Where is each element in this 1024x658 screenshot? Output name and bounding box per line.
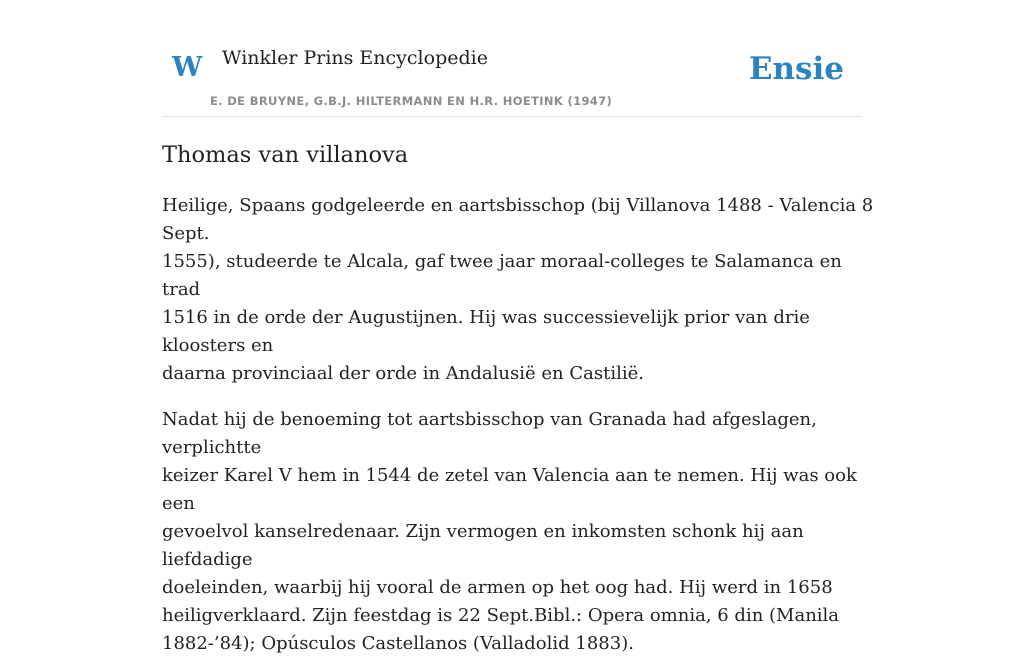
authors-byline: E. DE BRUYNE, G.B.J. HILTERMANN EN H.R. HOETINK (1947): [210, 94, 613, 108]
brand-logo[interactable]: Ensie: [748, 51, 844, 87]
site-title[interactable]: Winkler Prins Encyclopedie: [222, 47, 488, 69]
site-logo[interactable]: W: [172, 52, 203, 83]
article-paragraph: Nadat hij de benoeming tot aartsbisschop van Granada had afgeslagen, verplichtte keizer Karel V hem in 1544 de zetel van Valencia aan te nemen. Hij was ook een gevoelvol kanselredenaar. Zijn vermogen en inkomsten schonk hij aan liefdadige doeleinden, waarbij hij vooral de armen op het oog had. Hij werd in 1658 heiligverklaard. Zijn feestdag is 22 Sept.Bibl.: Opera omnia, 6 din (Manila 1882-’84); Opúsculos Castellanos (Valladolid 1883).: [162, 409, 857, 654]
site-header: [162, 0, 862, 117]
article-paragraph: Heilige, Spaans godgeleerde en aartsbisschop (bij Villanova 1488 - Valencia 8 Sept. 1555), studeerde te Alcala, gaf twee jaar moraal-colleges te Salamanca en trad 1516 in de orde der Augustijnen. Hij was successievelijk prior van drie kloosters en daarna provinciaal der orde in Andalusië en Castilië.: [162, 195, 874, 384]
article: [162, 138, 874, 658]
article-title: Thomas van villanova: [162, 142, 409, 168]
